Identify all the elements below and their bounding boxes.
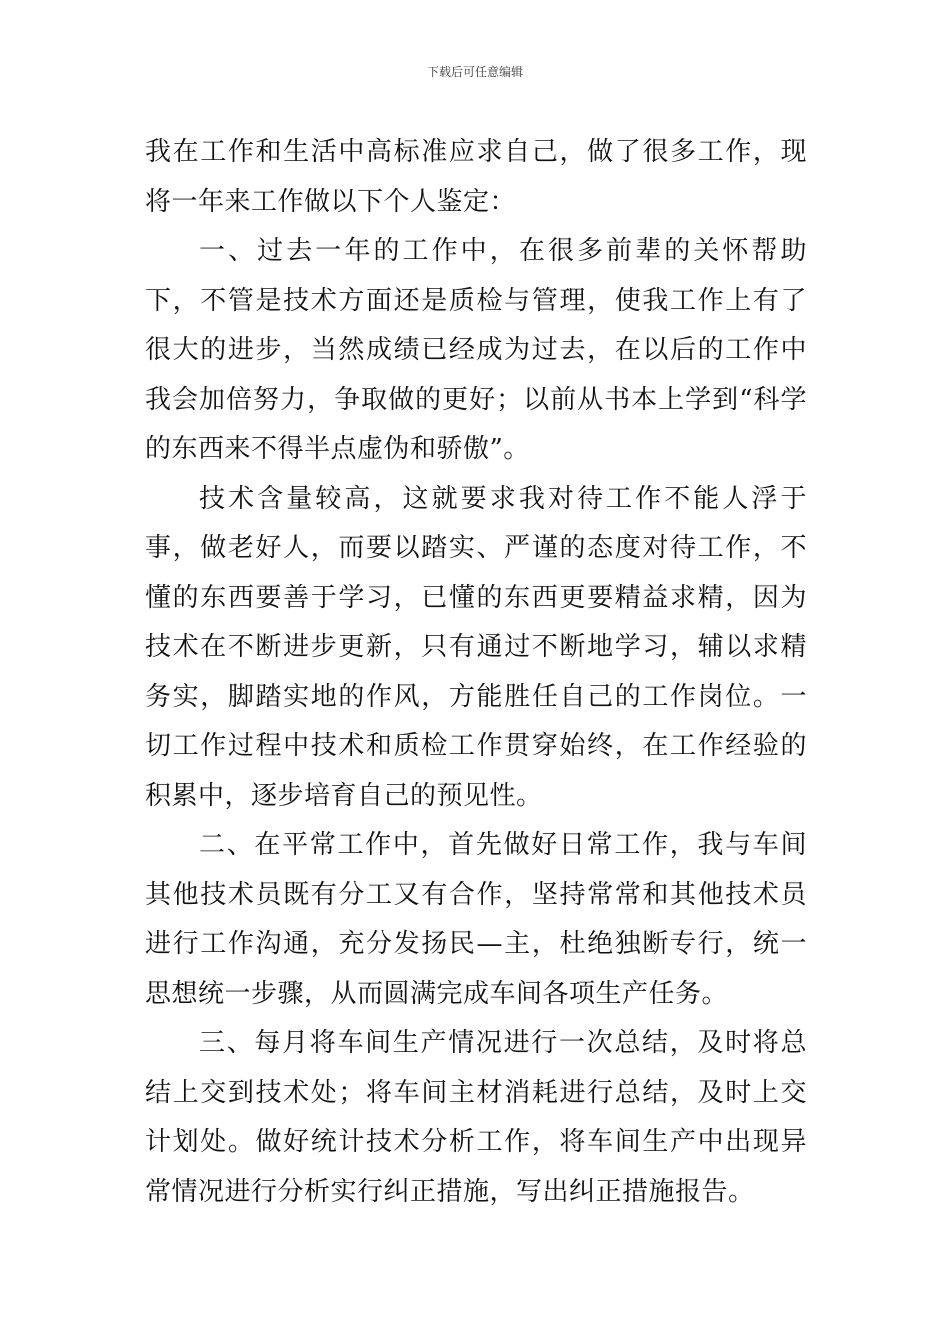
paragraph-intro (145, 128, 807, 227)
line-4: 一步骤，从而圆满完成车间各项生产任务。 (224, 978, 729, 1009)
paragraph-technical-content (145, 475, 807, 822)
paragraph-section-three (145, 1019, 807, 1217)
line-1: 我在工作和生活中高标准应求自己，做了很多工作，现将 (145, 137, 807, 217)
line-5: 实地的作风，方能胜任自己的工作岗位。一切工作过程中 (145, 681, 807, 761)
line-1: 三、每月将车间生产情况进行一次总结，及时将总结 (145, 1028, 807, 1108)
line-6: 技术和质检工作贯穿始终，在工作经验的积累中，逐步培 (145, 731, 807, 811)
paragraph-section-two (145, 821, 807, 1019)
line-3: 工作沟通，充分发扬民—主，杜绝独断专行，统一思想统 (145, 929, 807, 1009)
line-1: 二、在平常工作中，首先做好日常工作，我与车间其 (145, 830, 807, 910)
document-body (145, 128, 807, 1217)
line-5: 不得半点虚伪和骄傲”。 (251, 434, 530, 464)
paragraph-section-one (145, 227, 807, 475)
line-3: 处。做好统计技术分析工作，将车间生产中出现异常情况 (145, 1127, 807, 1207)
line-2: 他技术员既有分工又有合作，坚持常常和其他技术员进行 (145, 879, 807, 959)
line-1: 一、过去一年的工作中，在很多前辈的关怀帮助下， (145, 236, 807, 316)
line-4: 断进步更新，只有通过不断地学习，辅以求精务实，脚踏 (145, 632, 807, 712)
line-2: 做老好人，而要以踏实、严谨的态度对待工作，不懂的东 (145, 533, 807, 613)
line-4: 进行分析实行纠正措施，写出纠正措施报告。 (224, 1176, 755, 1207)
line-1: 技术含量较高，这就要求我对待工作不能人浮于事， (145, 483, 807, 563)
line-3: 西要善于学习，已懂的东西更要精益求精，因为技术在不 (145, 582, 807, 662)
line-4: 努力，争取做的更好；以前从书本上学到“科学的东西来 (145, 384, 807, 464)
page-header: 下载后可任意编辑 (426, 65, 523, 79)
line-2: 不管是技术方面还是质检与管理，使我工作上有了很大的 (145, 285, 807, 365)
line-7: 育自己的预见性。 (330, 780, 543, 811)
line-3: 进步，当然成绩已经成为过去，在以后的工作中我会加倍 (145, 335, 807, 415)
line-2: 一年来工作做以下个人鉴定： (171, 186, 517, 217)
line-2: 上交到技术处；将车间主材消耗进行总结，及时上交计划 (145, 1077, 807, 1157)
